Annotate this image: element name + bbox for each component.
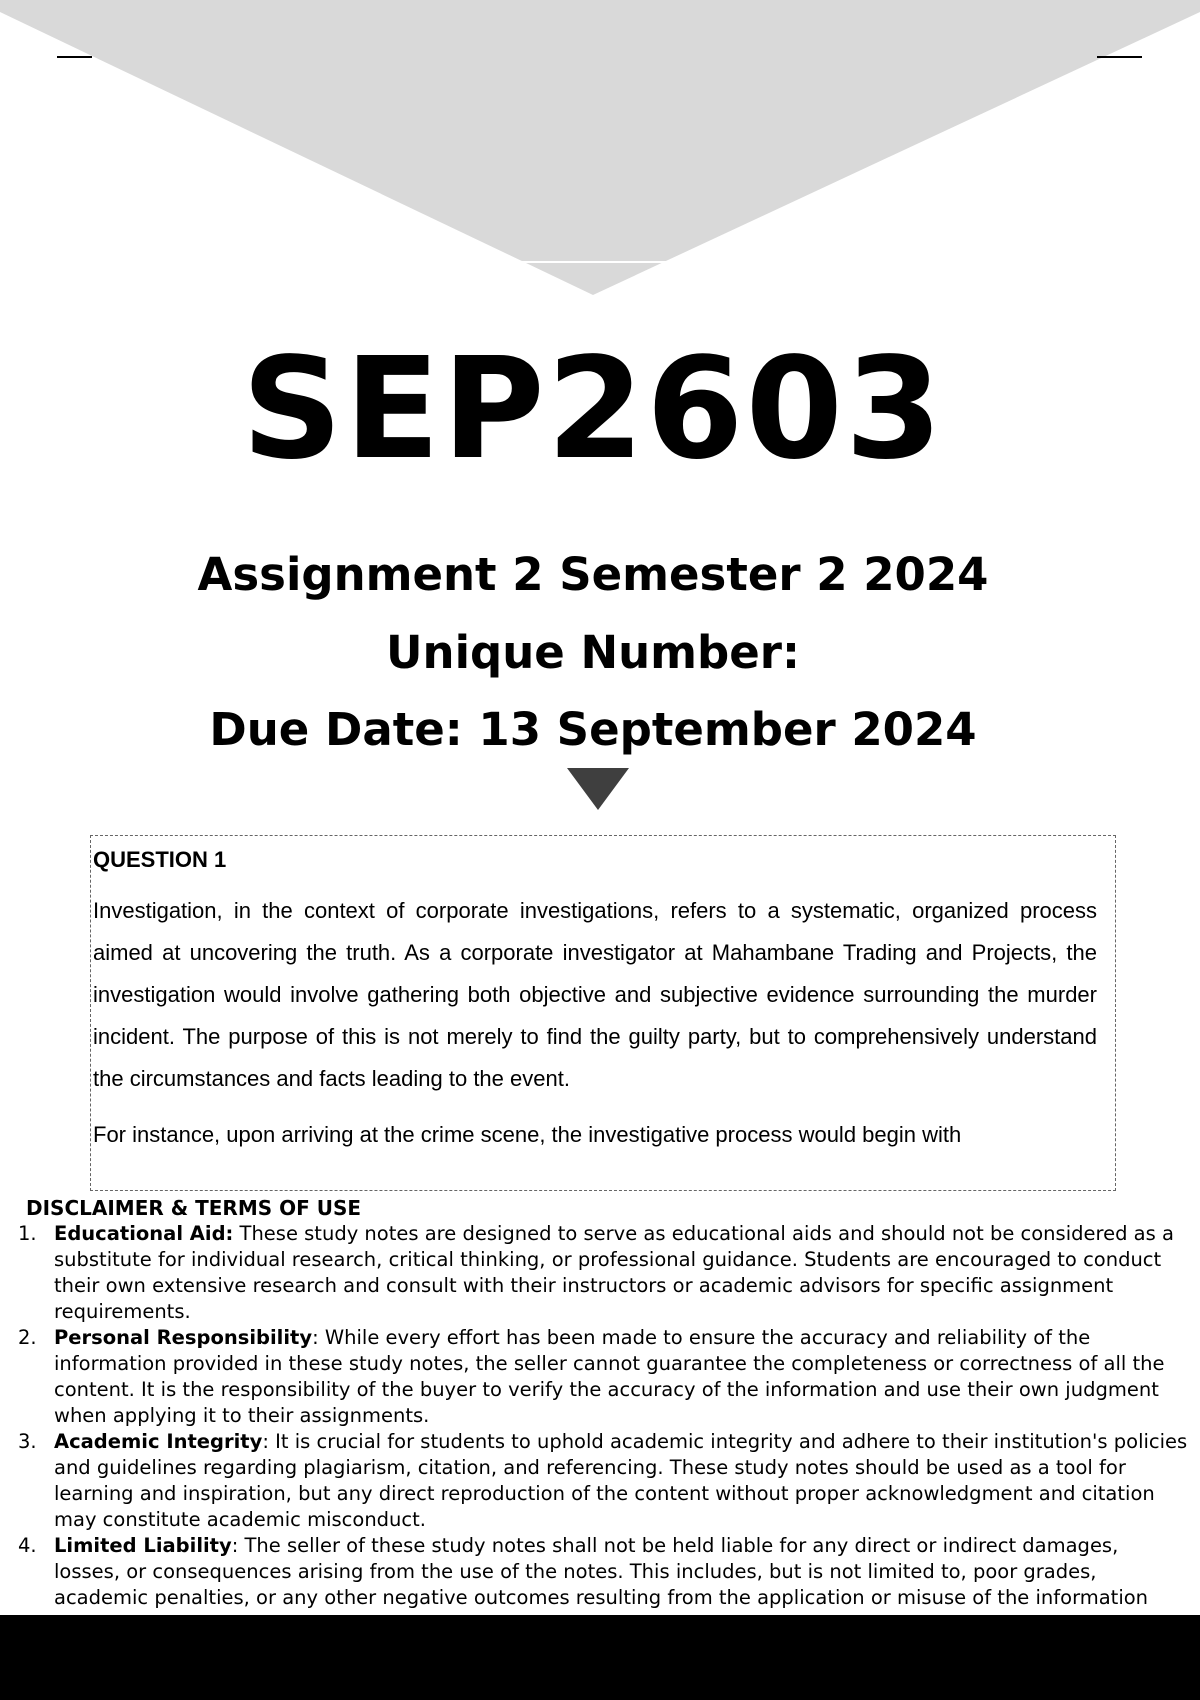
question-paragraph: Investigation, in the context of corporate investigations, refers to a systematic, organized process aimed at uncovering the truth. As a corporate investigator at Mahambane Trading and Projects, the investigation would involve gathering both objective and subjective evidence surrounding the murder incident. The purpose of this is not merely to find the guilty party, but to comprehensively understand the circumstances and facts leading to the event. [93, 898, 1097, 1091]
question-title: QUESTION 1 [93, 847, 227, 872]
header-banner [0, 0, 1200, 300]
terms-list [0, 1221, 1200, 1611]
assignment-title: Assignment 2 Semester 2 2024 [197, 548, 989, 601]
term-heading: Academic Integrity [54, 1430, 263, 1453]
banner-chevron [0, 0, 1200, 295]
term-text: : While every effort has been made to ensure the accuracy and reliability of the information provided in these study notes, the seller cannot guarantee the completeness or correctness of all the content. It is the responsibility of the buyer to verify the accuracy of the information and use their own judgment when applying it to their assignments. [54, 1326, 1165, 1427]
question-preview-box [90, 835, 1116, 1191]
term-item [0, 1221, 1200, 1325]
course-code-title: SEP2603 [241, 328, 945, 491]
term-heading: Educational Aid: [54, 1222, 234, 1245]
term-number: 4. [18, 1534, 37, 1557]
term-number: 2. [18, 1326, 37, 1349]
down-triangle-icon [567, 768, 629, 810]
term-item [0, 1533, 1200, 1611]
term-item [0, 1429, 1200, 1533]
bottom-black-bar [0, 1615, 1200, 1700]
term-heading: Limited Liability [54, 1534, 232, 1557]
term-number: 1. [18, 1222, 37, 1245]
term-text: : The seller of these study notes shall not be held liable for any direct or indirect damages, losses, or consequences arising from the use of the notes. This includes, but is not limited to, poor grades, academic penalties, or any other negative outcomes resulting from the application or misuse of the information [54, 1534, 1149, 1609]
term-item [0, 1325, 1200, 1429]
term-text: These study notes are designed to serve as educational aids and should not be considered as a substitute for individual research, critical thinking, or professional guidance. Students are encouraged to conduct their own extensive research and consult with their instructors or academic advisors for specific assignment requirements. [54, 1222, 1174, 1323]
term-text: : It is crucial for students to uphold academic integrity and adhere to their institution's policies and guidelines regarding plagiarism, citation, and referencing. These study notes should be used as a tool for learning and inspiration, but any direct reproduction of the content without proper acknowledgment and citation may constitute academic misconduct. [54, 1430, 1188, 1531]
due-date-label: Due Date: 13 September 2024 [209, 703, 977, 756]
term-number: 3. [18, 1430, 37, 1453]
disclaimer-section [0, 1195, 1200, 1611]
disclaimer-title: DISCLAIMER & TERMS OF USE [26, 1196, 362, 1220]
unique-number-label: Unique Number: [386, 626, 800, 679]
question-paragraph: For instance, upon arriving at the crime scene, the investigative process would begin with [93, 1122, 962, 1147]
term-heading: Personal Responsibility [54, 1326, 313, 1349]
